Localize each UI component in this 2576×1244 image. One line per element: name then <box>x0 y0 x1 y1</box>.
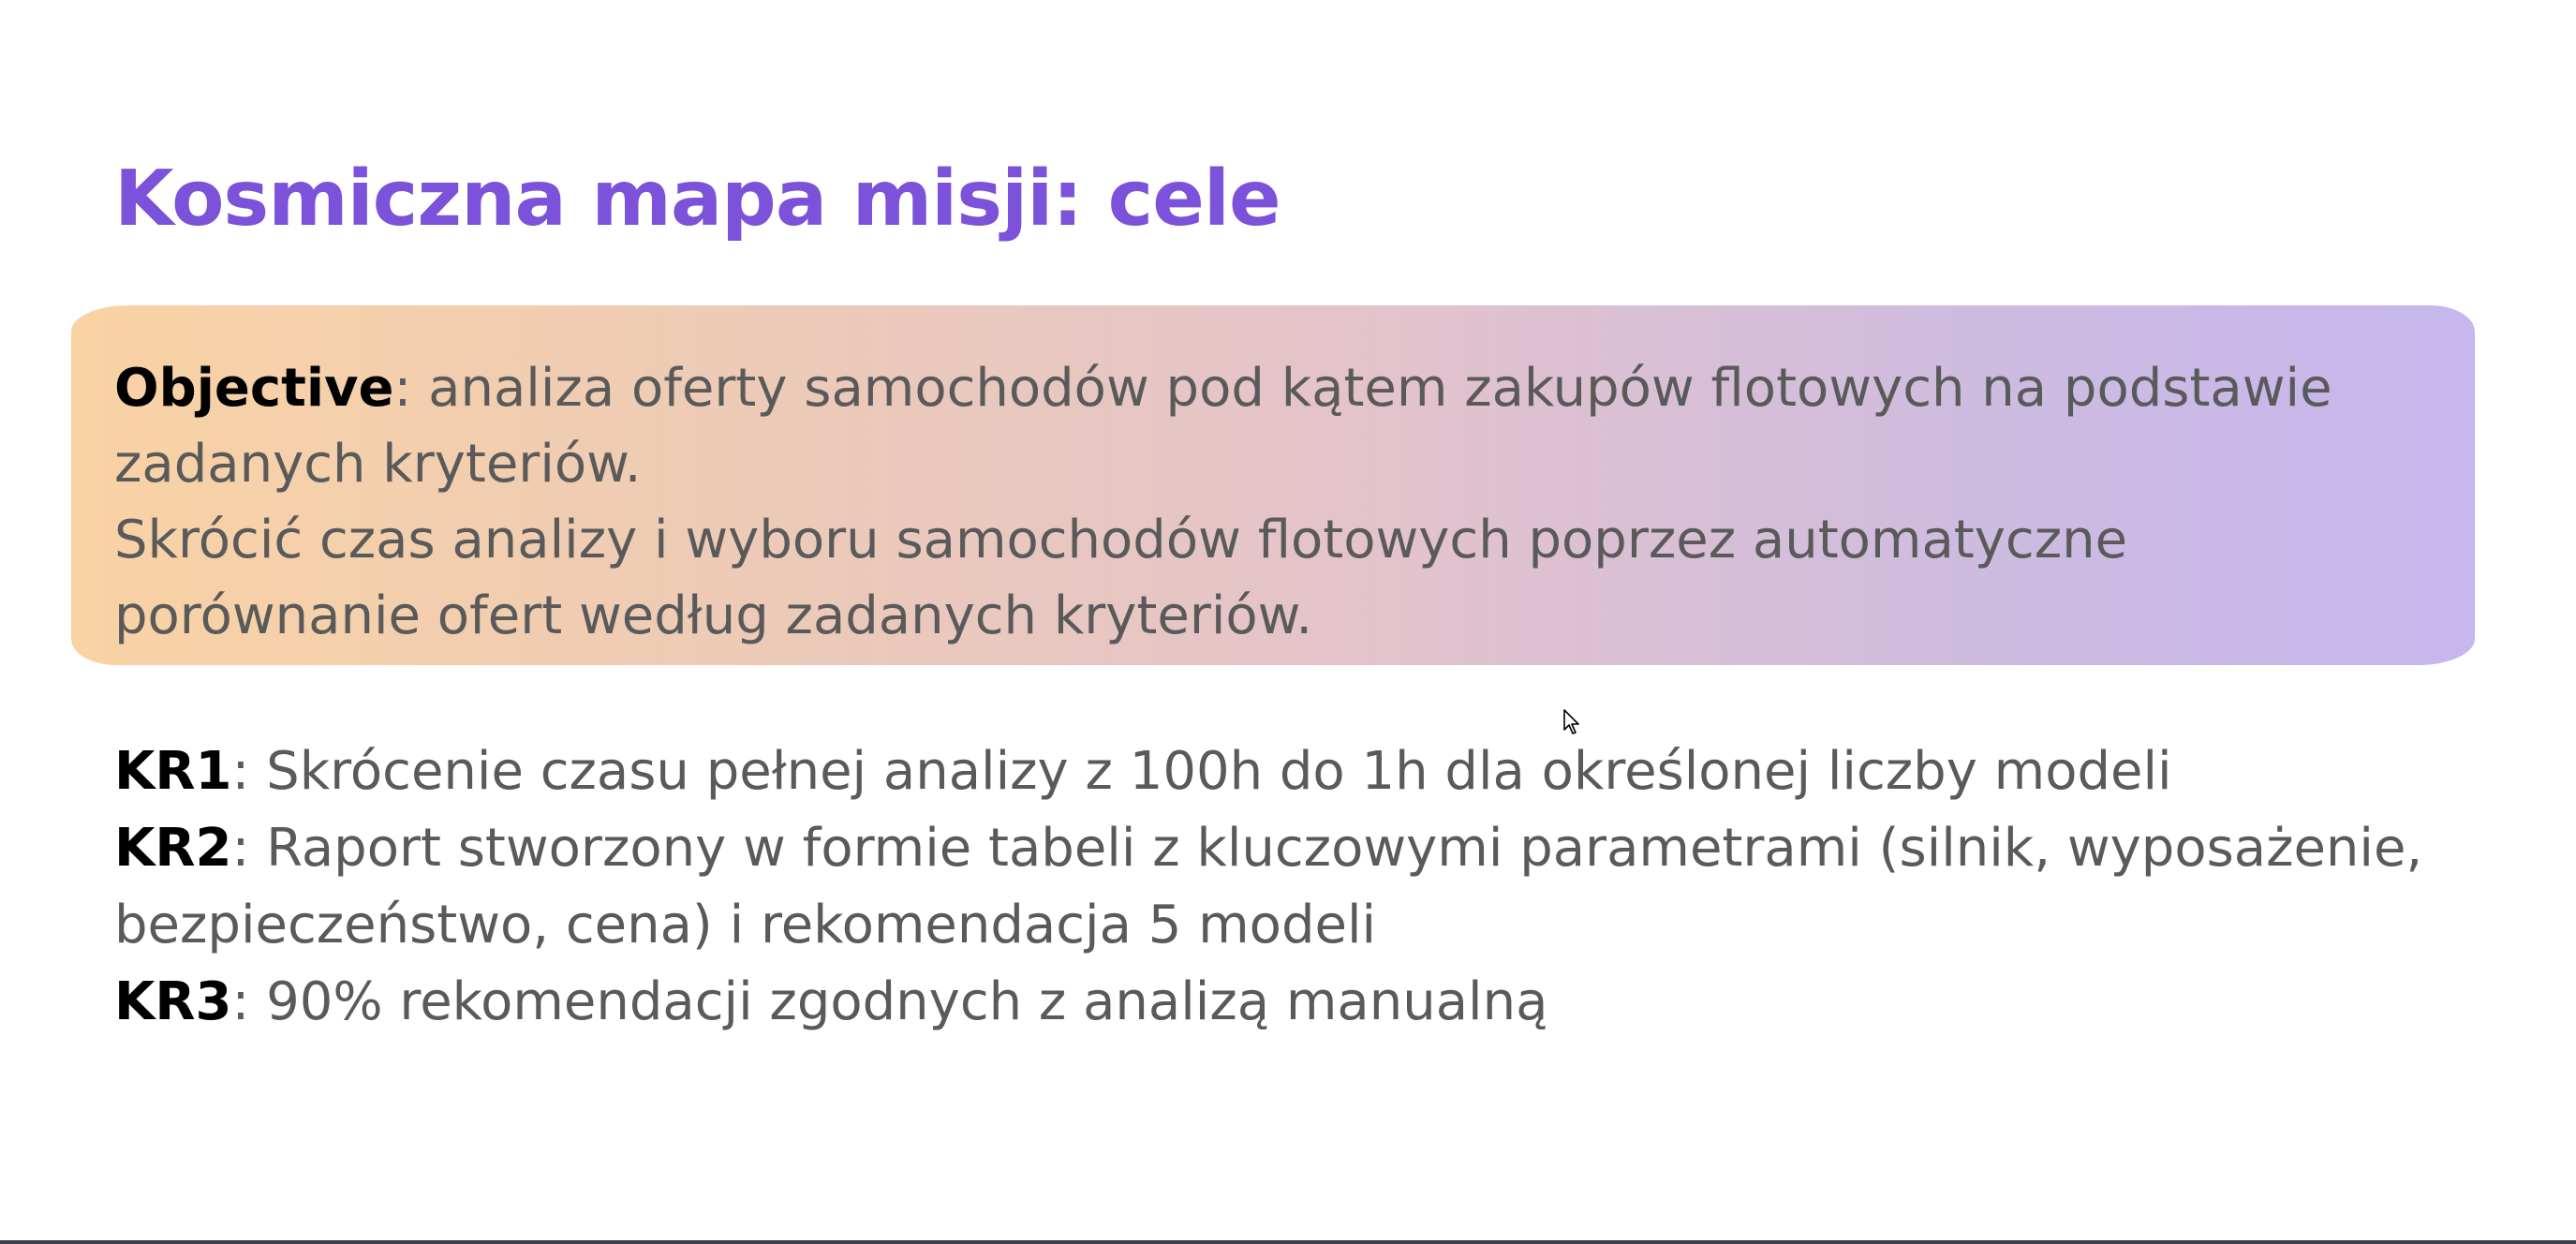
objective-label: Objective <box>114 358 394 419</box>
key-result-item <box>114 964 2512 1041</box>
key-result-label: KR2 <box>114 818 232 879</box>
slide-title: Kosmiczna mapa misji: cele <box>114 155 1281 244</box>
objective-goal: Skrócić czas analizy i wyboru samochodów flotowych poprzez automatyczne porównanie ofert według zadanych kryteriów. <box>114 510 2128 646</box>
key-result-label: KR1 <box>114 741 232 802</box>
key-result-text: : Raport stworzony w formie tabeli z kluczowymi parametrami (silnik, wyposażenie, bezpieczeństwo, cena) i rekomendacja 5 modeli <box>114 818 2423 955</box>
key-result-text: : Skrócenie czasu pełnej analizy z 100h do 1h dla określonej liczby modeli <box>231 741 2172 802</box>
key-result-label: KR3 <box>114 971 232 1032</box>
key-result-text: : 90% rekomendacji zgodnych z analizą manualną <box>231 971 1548 1032</box>
bottom-divider <box>0 1240 2576 1244</box>
key-result-item <box>114 733 2512 810</box>
objective-description: : analiza oferty samochodów pod kątem zakupów flotowych na podstawie zadanych kryteriów. <box>114 358 2332 495</box>
objective-paragraph <box>114 350 2400 654</box>
key-result-item <box>114 810 2512 964</box>
key-results-list <box>114 733 2512 1041</box>
mouse-pointer-icon <box>1563 709 1580 735</box>
